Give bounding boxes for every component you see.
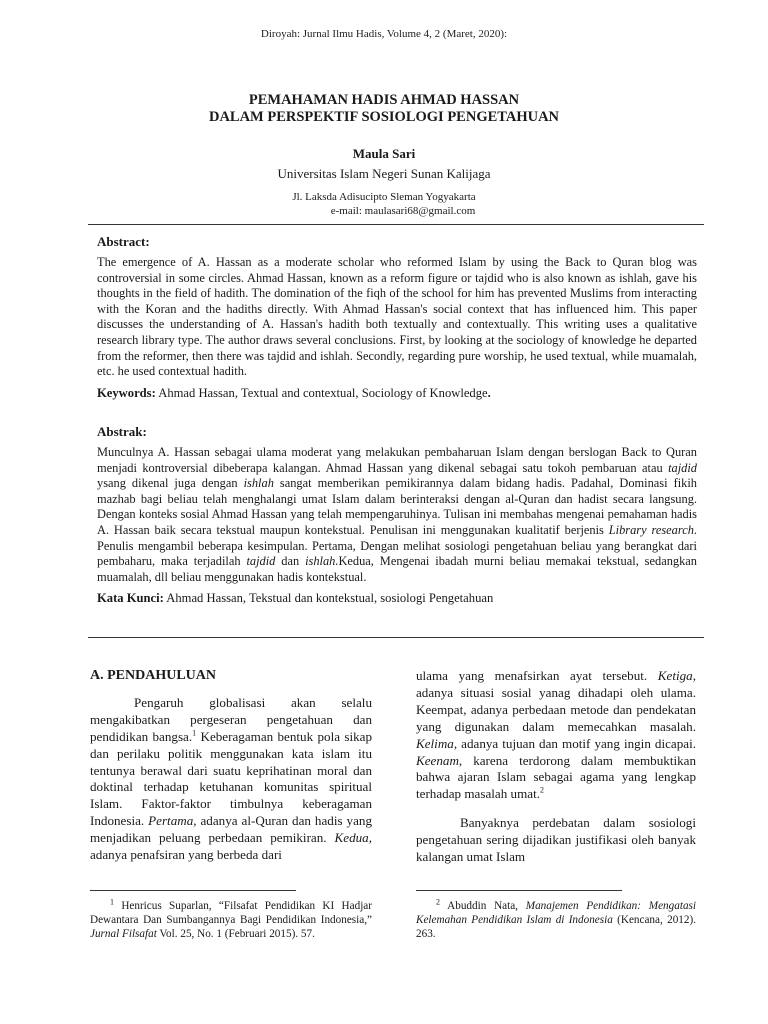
text-run: Pertama <box>148 813 194 829</box>
footnote-rule-right <box>416 890 622 891</box>
title-line-1: PEMAHAMAN HADIS AHMAD HASSAN <box>248 92 520 108</box>
title-line-2: DALAM PERSPEKTIF SOSIOLOGI PENGETAHUAN <box>208 109 560 125</box>
abstrak-part: dan <box>275 554 306 569</box>
abstrak-part: . Penulis mengambil beberapa kesimpulan. Pertama, Dengan melihat sosiologi pengetahuan beliau yang berangkat dari pembaharu, maka terjadilah <box>97 522 697 569</box>
footnote-1 <box>90 899 372 941</box>
text-run: Banyaknya perdebatan dalam sosiologi pengetahuan sering dijadikan justifikasi oleh banyak kalangan umat Islam <box>416 815 696 865</box>
abstract-top-rule <box>88 224 704 225</box>
kata-kunci-label: Kata Kunci: <box>97 591 164 606</box>
running-head: Diroyah: Jurnal Ilmu Hadis, Volume 4, 2 (Maret, 2020): <box>260 28 508 40</box>
section-heading: A. PENDAHULUAN <box>90 668 216 683</box>
text-run: ulama yang menafsirkan ayat tersebut. <box>416 668 658 683</box>
abstract-heading: Abstract: <box>97 234 150 249</box>
footnote-text: Vol. 25, No. 1 (Februari 2015). 57. <box>156 928 315 940</box>
kata-kunci <box>97 591 697 606</box>
body-right-column <box>416 668 696 866</box>
text-run: adanya penafsiran yang berbeda dari <box>90 847 282 863</box>
kata-kunci-list: Ahmad Hassan, Tekstual dan kontekstual, sosiologi Pengetahuan <box>163 591 494 606</box>
abstrak-text <box>97 445 697 585</box>
text-run: , adanya tujuan dan motif yang ingin dicapai. <box>453 735 696 751</box>
footnote-text: Manajemen Pendidikan: Mengatasi Kelemahan Pendidikan Islam di Indonesia <box>416 900 696 926</box>
abstrak-part: Munculnya A. Hassan sebagai ulama moderat yang melakukan pembaharuan Islam dengan berslogan Back to Quran menjadi kontroversial dibeberapa kalangan. Ahmad Hassan yang dikenal sebagai satu tokoh pembaruan atau <box>97 445 697 475</box>
footnote-number: 2 <box>436 897 440 907</box>
abstrak-heading: Abstrak: <box>97 424 147 439</box>
abstract-text: The emergence of A. Hassan as a moderate scholar who reformed Islam by using the Back to Quran blog was controversial in some circles. Ahmad Hassan, known as a reform figure or tajdid who is also known as ishlah, gave his thoughts in the field of hadith. The domination of the fiqh of the school for him has prevented Muslims from interacting with the Koran and the hadiths directly. With Ahmad Hassan's social context that has influenced him. This paper discusses the understanding of A. Hassan's hadith both textually and contextually. This writing uses a qualitative research library type. The author draws several conclusions. First, by looking at the sociology of knowledge he departed from the reformer, then there was tajdid and ishlah. Secondly, regarding pure worship, he used textual, while muamalah, etc. he used contextual hadith. <box>97 255 697 379</box>
text-run: , karena terdorong dalam membuktikan bahwa ajaran Islam sebagai agama yang lengkap terhadap masalah umat. <box>416 752 696 802</box>
address-line: Jl. Laksda Adisucipto Sleman Yogyakarta <box>292 191 476 203</box>
abstract-bottom-rule <box>88 637 704 638</box>
email-line: e-mail: maulasari68@gmail.com <box>330 205 476 217</box>
keywords-label: Keywords: <box>97 385 156 400</box>
footnote-number: 1 <box>110 897 114 907</box>
footnote-ref[interactable]: 2 <box>539 785 544 795</box>
abstrak-part: ysang dikenal juga dengan <box>97 476 244 491</box>
text-run: Keenam <box>416 752 459 768</box>
author-address <box>0 190 768 218</box>
footnote-2 <box>416 899 696 941</box>
text-run: Kelima <box>416 735 454 751</box>
footnote-ref[interactable]: 1 <box>192 728 197 738</box>
abstrak-term: tajdid <box>668 460 697 475</box>
text-run: , adanya al-Quran dan hadis yang menjadikan peluang perbedaan pemikiran. <box>90 813 372 846</box>
footnote-text: Abuddin Nata, <box>440 900 526 912</box>
abstrak-section <box>97 424 697 606</box>
abstract-section <box>97 234 697 401</box>
author-name: Maula Sari <box>352 146 416 161</box>
keywords <box>97 386 697 401</box>
text-run: adanya situasi sosial yanag dihadapi oleh ulama. Keempat, adanya perbedaan metode dan pendekatan yang digunakan dalam memecahkan masalah. <box>416 684 696 734</box>
keywords-end: . <box>487 385 491 400</box>
author-affiliation: Universitas Islam Negeri Sunan Kalijaga <box>277 166 491 181</box>
text-run: Keberagaman bentuk pola sikap dan perilaku politik menggunakan kata islam itu tentunya berawal dari suatu keprihatinan moral dan doktinal terhadap ketuhanan komunitas spiritual Islam. Faktor-faktor timbulnya keberagaman Indonesia. <box>90 728 372 829</box>
abstrak-term: ishlah. <box>305 554 339 569</box>
abstrak-term: ishlah <box>243 476 274 491</box>
body-paragraph <box>416 668 696 803</box>
footnote-rule-left <box>90 890 296 891</box>
text-run: Ketiga, <box>657 668 696 683</box>
abstrak-part: Kedua, Mengenai ibadah murni beliau memakai tekstual, sedangkan muamalah, dll beliau menggunakan hadis kontekstual. <box>97 554 697 584</box>
footnote-text: (Kencana, 2012). 263. <box>416 914 696 940</box>
text-run: Kedua, <box>334 830 372 846</box>
abstrak-term: tajdid <box>246 554 276 569</box>
body-paragraph <box>416 815 696 866</box>
text-run: Pengaruh globalisasi akan selalu mengakibatkan pergeseran pengetahuan dan pendidikan bangsa. <box>90 694 372 744</box>
paper-title <box>0 92 768 126</box>
body-left-column <box>90 668 372 864</box>
body-paragraph <box>90 695 372 864</box>
abstrak-part: sangat memberikan pemikirannya dalam bidang hadis. Padahal, Dominasi fikih mazhab bagi beliau telah menghalangi umat Islam dalam berinteraksi dengan al-Quran dan hadist secara langsung. Dengan konteks sosial Ahmad Hassan yang telah mempengaruhinya. Tulisan ini membahas mengenai pemahaman hadis A. Hassan baik secara tekstual maupun kontekstual. Penulisan ini menggunakan kualitatif berjenis <box>97 476 697 537</box>
footnote-text: Jurnal Filsafat <box>90 928 157 940</box>
keywords-list: Ahmad Hassan, Textual and contextual, Sociology of Knowledge <box>155 385 488 400</box>
footnote-text: Henricus Suparlan, “Filsafat Pendidikan KI Hadjar Dewantara Dan Sumbangannya Bagi Pendidikan Indonesia,” <box>90 900 372 926</box>
abstrak-term: Library research <box>608 522 694 537</box>
